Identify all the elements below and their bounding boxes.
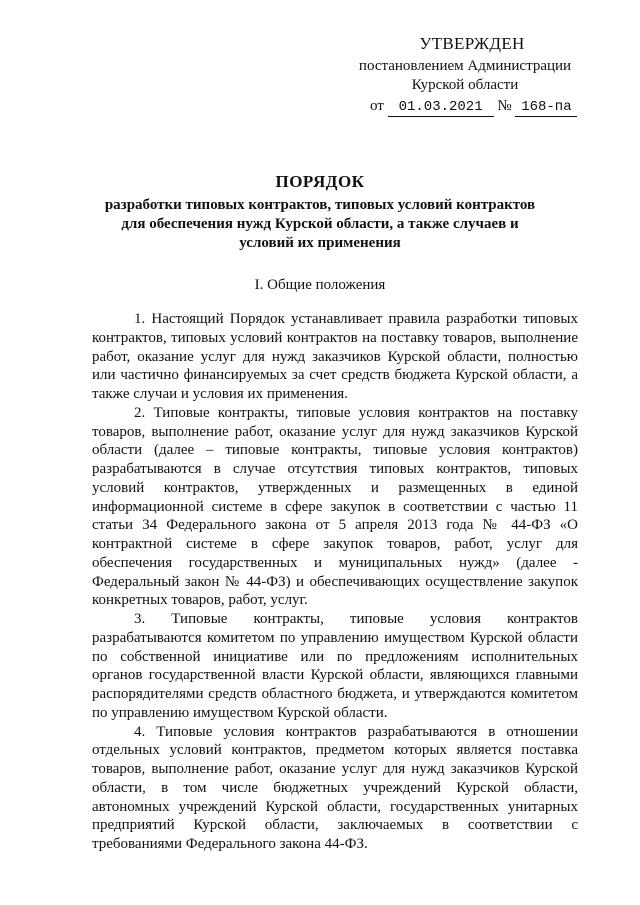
paragraph-3: 3. Типовые контракты, типовые условия контрактов разрабатываются комитетом по управлению имуществом Курской области по собственной инициативе или по предложениям исполнительных органов государственной власти Курской области, являющихся главными распорядителями средств областного бюджета, и утверждаются комитетом по управлению имуществом Курской области. — [92, 611, 578, 721]
paragraph-1: 1. Настоящий Порядок устанавливает правила разработки типовых контрактов, типовых условий контрактов на поставку товаров, выполнение работ, оказание услуг для нужд заказчиков Курской области, полностью или частично финансируемых за счет средств бюджета Курской области, а также случаи и условия их применения. — [92, 311, 578, 402]
document-subtitle: разработки типовых контрактов, типовых условий контрактов для обеспечения нужд Курской области, а также случаев и условий их применения — [104, 197, 536, 251]
number-prefix: № — [497, 98, 512, 114]
approval-date: 01.03.2021 — [388, 99, 494, 117]
approval-block — [330, 34, 600, 117]
approval-number: 168-па — [515, 99, 577, 117]
approval-line-2: Курской области — [411, 77, 519, 93]
section-title: I. Общие положения — [254, 277, 386, 293]
document-body — [92, 310, 578, 854]
approval-title: УТВЕРЖДЕН — [419, 34, 525, 53]
approval-line-1: постановлением Администрации — [358, 58, 572, 74]
paragraph-2: 2. Типовые контракты, типовые условия контрактов на поставку товаров, выполнение работ, оказание услуг для нужд заказчиков Курской области (далее – типовые контракты, типовые условия контрактов) разрабатываются в случае отсутствия типовых контрактов, типовых условий контрактов, утвержденных и размещенных в единой информационной системе в сфере закупок в соответствии с частью 11 статьи 34 Федерального закона от 5 апреля 2013 года № 44-ФЗ «О контрактной системе в сфере закупок товаров, работ, услуг для обеспечения государственных и муниципальных нужд» (далее - Федеральный закон № 44-ФЗ) и обеспечивающих осуществление закупок конкретных товаров, работ, услуг. — [92, 404, 578, 609]
paragraph-4: 4. Типовые условия контрактов разрабатываются в отношении отдельных условий контрактов, предметом которых является поставка товаров, выполнение работ, оказание услуг для нужд заказчиков Курской области, в том числе бюджетных учреждений Курской области, автономных учреждений Курской области, государственных унитарных предприятий Курской области, заключаемых в соответствии с требованиями Федерального закона 44-ФЗ. — [92, 723, 578, 852]
document-title: ПОРЯДОК — [275, 172, 365, 191]
approval-date-row — [330, 97, 600, 117]
date-prefix: от — [370, 98, 384, 114]
